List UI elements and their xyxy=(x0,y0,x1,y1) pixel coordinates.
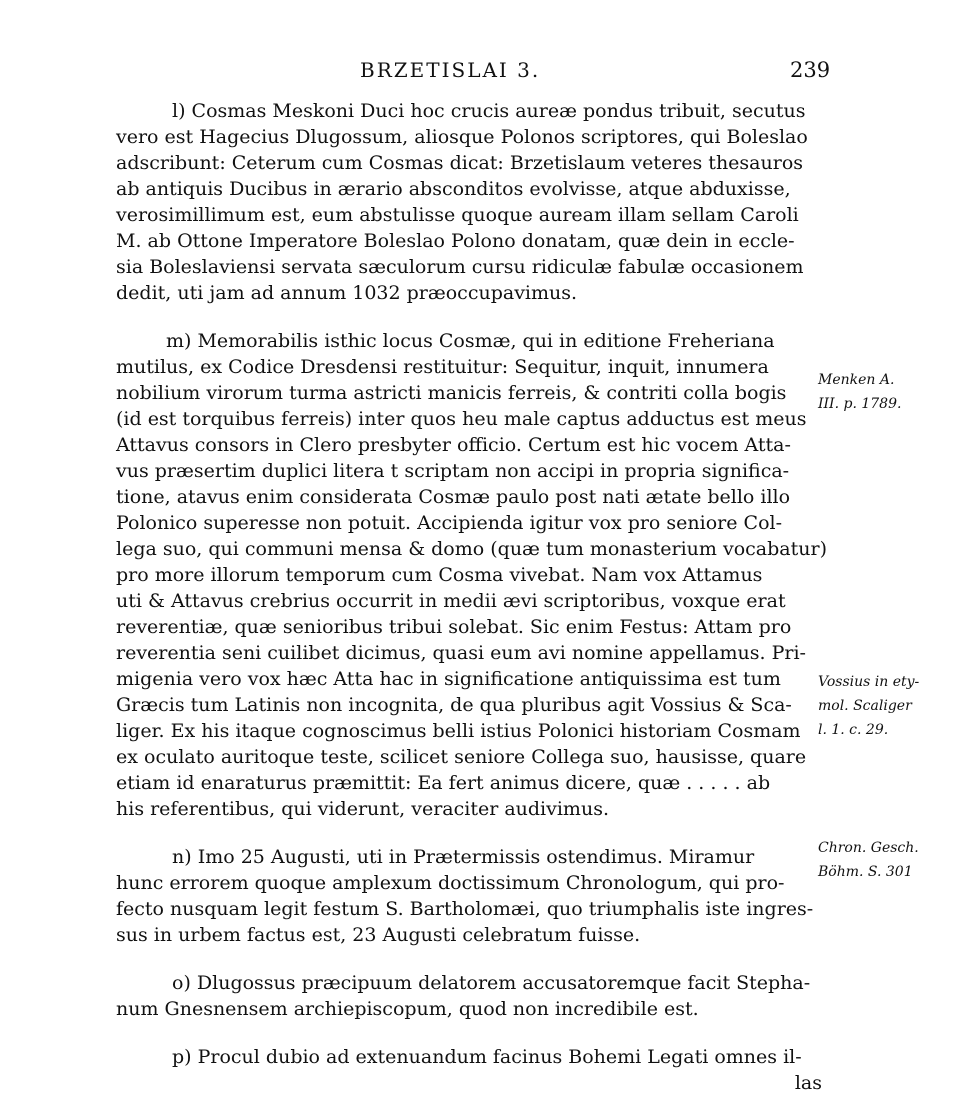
text-line: p) Procul dubio ad extenuandum facinus Bohemi Legati omnes il- xyxy=(172,1046,802,1068)
margin-note-menken: III. p. 1789. xyxy=(818,396,902,412)
text-line: his referentibus, qui viderunt, veraciter audivimus. xyxy=(116,798,609,820)
text-line: hunc errorem quoque amplexum doctissimum Chronologum, qui pro- xyxy=(116,872,785,894)
page-header xyxy=(0,58,960,88)
text-line: vus præsertim duplici litera t scriptam non accipi in propria significa- xyxy=(116,460,790,482)
note-o xyxy=(116,970,826,1022)
text-line: migenia vero vox hæc Atta hac in significatione antiquissima est tum xyxy=(116,668,781,690)
note-n xyxy=(116,844,826,948)
text-line: o) Dlugossus præcipuum delatorem accusatoremque facit Stepha- xyxy=(172,972,811,994)
text-line: ab antiquis Ducibus in ærario absconditos evolvisse, atque abduxisse, xyxy=(116,178,791,200)
text-line: verosimillimum est, eum abstulisse quoque auream illam sellam Caroli xyxy=(116,204,799,226)
text-line: nobilium virorum turma astricti manicis ferreis, & contriti colla bogis xyxy=(116,382,787,404)
note-m xyxy=(116,328,826,822)
catchword: las xyxy=(794,1072,822,1094)
margin-note-vossius: l. 1. c. 29. xyxy=(818,722,889,738)
page-number: 239 xyxy=(790,58,831,82)
text-line: ex oculato auritoque teste, scilicet seniore Collega suo, hausisse, quare xyxy=(116,746,807,768)
text-line: tione, atavus enim considerata Cosmæ paulo post nati ætate bello illo xyxy=(116,486,791,508)
text-line: Polonico superesse non potuit. Accipienda igitur vox pro seniore Col- xyxy=(116,512,783,534)
margin-note-vossius: Vossius in ety- xyxy=(818,674,920,690)
margin-note-menken: Menken A. xyxy=(818,372,895,388)
text-line: uti & Attavus crebrius occurrit in medii ævi scriptoribus, voxque erat xyxy=(116,590,786,612)
text-line: mutilus, ex Codice Dresdensi restituitur: Sequitur, inquit, innumera xyxy=(116,356,769,378)
text-line: reverentiæ, quæ senioribus tribui solebat. Sic enim Festus: Attam pro xyxy=(116,616,792,638)
text-line: sus in urbem factus est, 23 Augusti celebratum fuisse. xyxy=(116,924,641,946)
text-line: m) Memorabilis isthic locus Cosmæ, qui in editione Freheriana xyxy=(166,330,775,352)
text-line: pro more illorum temporum cum Cosma vivebat. Nam vox Attamus xyxy=(116,564,763,586)
text-line: reverentia seni cuilibet dicimus, quasi eum avi nomine appellamus. Pri- xyxy=(116,642,806,664)
note-p xyxy=(116,1044,826,1096)
text-line: liger. Ex his itaque cognoscimus belli istius Polonici historiam Cosmam xyxy=(116,720,801,742)
text-line: n) Imo 25 Augusti, uti in Prætermissis ostendimus. Miramur xyxy=(172,846,755,868)
text-line: dedit, uti jam ad annum 1032 præoccupavimus. xyxy=(116,282,578,304)
text-line: sia Boleslaviensi servata sæculorum cursu ridiculæ fabulæ occasionem xyxy=(116,256,804,278)
margin-note-chron: Böhm. S. 301 xyxy=(818,864,913,880)
running-title: BRZETISLAI 3. xyxy=(360,58,541,82)
text-line: adscribunt: Ceterum cum Cosmas dicat: Brzetislaum veteres thesauros xyxy=(116,152,804,174)
text-line: M. ab Ottone Imperatore Boleslao Polono donatam, quæ dein in eccle- xyxy=(116,230,795,252)
margin-note-vossius: mol. Scaliger xyxy=(818,698,912,714)
text-line: Attavus consors in Clero presbyter officio. Certum est hic vocem Atta- xyxy=(116,434,791,456)
text-line: Græcis tum Latinis non incognita, de qua pluribus agit Vossius & Sca- xyxy=(116,694,792,716)
margin-note-chron: Chron. Gesch. xyxy=(818,840,919,856)
note-l xyxy=(116,98,826,306)
text-line: (id est torquibus ferreis) inter quos heu male captus adductus est meus xyxy=(116,408,807,430)
text-line: lega suo, qui communi mensa & domo (quæ tum monasterium vocabatur) xyxy=(116,538,827,560)
text-line: num Gnesnensem archiepiscopum, quod non incredibile est. xyxy=(116,998,699,1020)
text-line: fecto nusquam legit festum S. Bartholomæi, quo triumphalis iste ingres- xyxy=(116,898,814,920)
text-line: l) Cosmas Meskoni Duci hoc crucis aureæ pondus tribuit, secutus xyxy=(172,100,806,122)
text-line: vero est Hagecius Dlugossum, aliosque Polonos scriptores, qui Boleslao xyxy=(116,126,808,148)
footnotes-body xyxy=(116,98,826,1096)
text-line: etiam id enaraturus præmittit: Ea fert animus dicere, quæ . . . . . ab xyxy=(116,772,771,794)
